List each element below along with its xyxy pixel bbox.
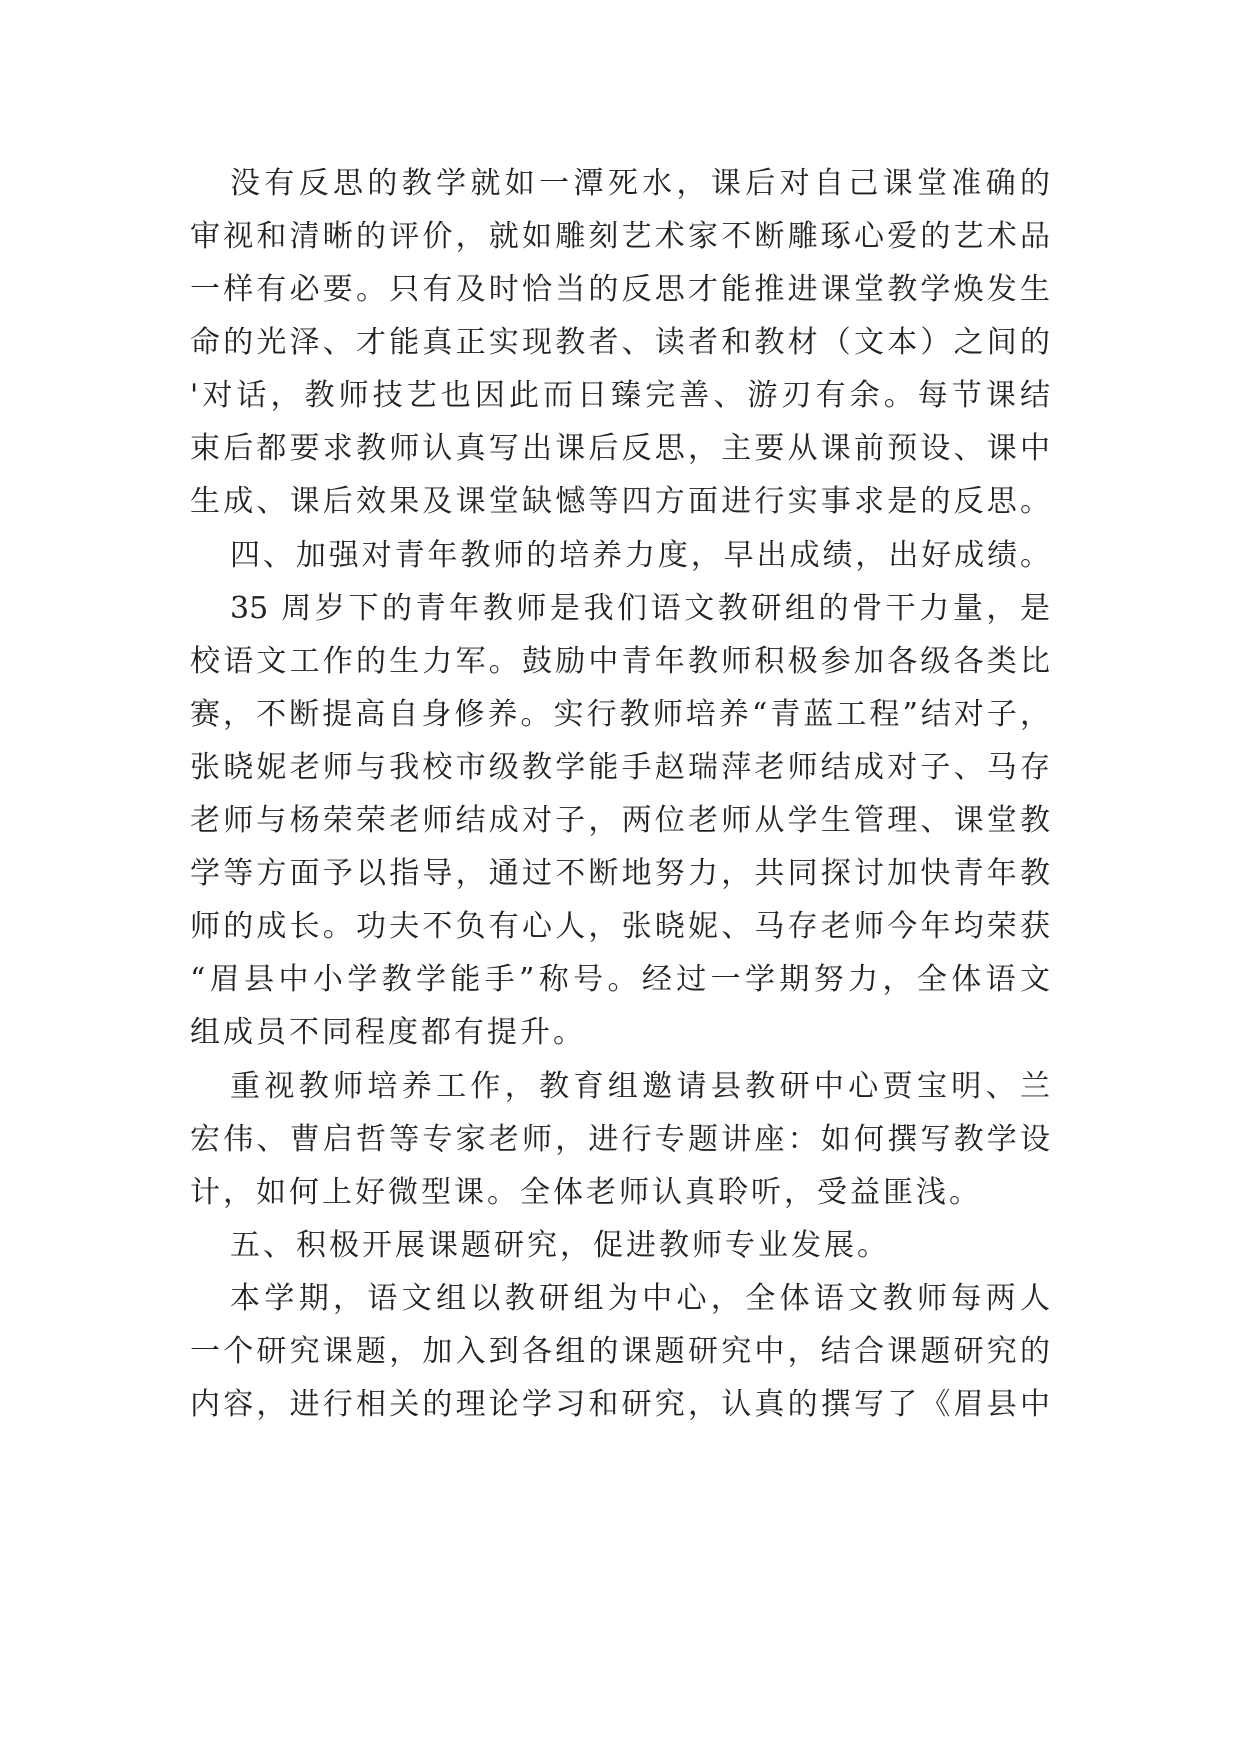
text-line: 张晓妮老师与我校市级教学能手赵瑞萍老师结成对子、马存 (190, 750, 1050, 785)
text-line: '对话，教师技艺也因此而日臻完善、游刃有余。每节课结 (190, 378, 1050, 413)
text-line: 一样有必要。只有及时恰当的反思才能推进课堂教学焕发生 (190, 272, 1050, 307)
text-line: 本学期，语文组以教研组为中心，全体语文教师每两人 (230, 1281, 1050, 1316)
text-line: 束后都要求教师认真写出课后反思，主要从课前预设、课中 (190, 431, 1050, 466)
text-line: 审视和清晰的评价，就如雕刻艺术家不断雕琢心爱的艺术品 (190, 219, 1050, 254)
text-line: 没有反思的教学就如一潭死水，课后对自己课堂准确的 (230, 166, 1050, 201)
section-heading-four: 四、加强对青年教师的培养力度，早出成绩，出好成绩。 (230, 538, 1050, 573)
text-line: 组成员不同程度都有提升。 (190, 1015, 586, 1050)
text-line: 35 周岁下的青年教师是我们语文教研组的骨干力量，是 (230, 591, 1050, 626)
text-line: “眉县中小学教学能手”称号。经过一学期努力，全体语文 (190, 962, 1050, 997)
text-line: 赛，不断提高自身修养。实行教师培养“青蓝工程”结对子， (190, 697, 1050, 732)
text-line: 宏伟、曹启哲等专家老师，进行专题讲座：如何撰写教学设 (190, 1122, 1050, 1157)
text-line: 老师与杨荣荣老师结成对子，两位老师从学生管理、课堂教 (190, 803, 1050, 838)
text-line: 校语文工作的生力军。鼓励中青年教师积极参加各级各类比 (190, 644, 1050, 679)
text-line: 命的光泽、才能真正实现教者、读者和教材（文本）之间的 (190, 325, 1050, 360)
text-line: 计，如何上好微型课。全体老师认真聆听，受益匪浅。 (190, 1175, 982, 1210)
section-heading-five: 五、积极开展课题研究，促进教师专业发展。 (230, 1228, 890, 1263)
text-line: 重视教师培养工作，教育组邀请县教研中心贾宝明、兰 (230, 1069, 1050, 1104)
text-line: 一个研究课题，加入到各组的课题研究中，结合课题研究的 (190, 1334, 1050, 1369)
text-line: 学等方面予以指导，通过不断地努力，共同探讨加快青年教 (190, 856, 1050, 891)
text-line: 内容，进行相关的理论学习和研究，认真的撰写了《眉县中 (190, 1387, 1050, 1422)
text-line: 师的成长。功夫不负有心人，张晓妮、马存老师今年均荣获 (190, 909, 1050, 944)
text-line: 生成、课后效果及课堂缺憾等四方面进行实事求是的反思。 (190, 484, 1050, 519)
